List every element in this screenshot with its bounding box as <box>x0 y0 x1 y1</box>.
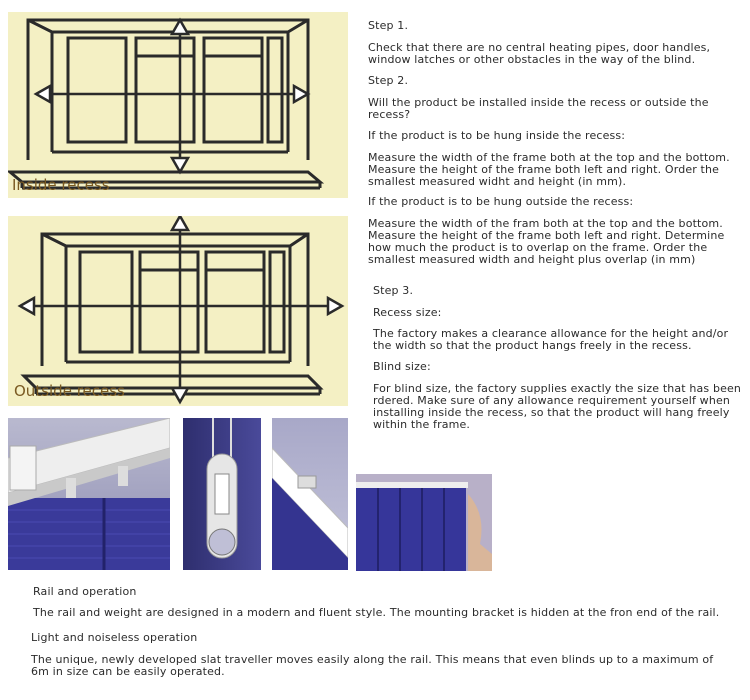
rail-photo <box>8 418 170 570</box>
step2-heading: Step 2. <box>368 74 409 87</box>
step3-heading: Step 3. <box>373 284 414 297</box>
inside-recess-heading: If the product is to be hung inside the recess: <box>368 129 626 142</box>
outside-recess-heading: If the product is to be hung outside the recess: <box>368 195 634 208</box>
blind-installed-photo <box>356 474 492 571</box>
step2-question: Will the product be installed inside the recess or outside the recess? <box>368 96 709 121</box>
outside-recess-diagram <box>8 216 348 406</box>
recess-size-text: The factory makes a clearance allowance for the height and/or the width so that the product hangs freely in the recess. <box>373 327 729 352</box>
noiseless-operation-heading: Light and noiseless operation <box>31 631 198 644</box>
recess-size-heading: Recess size: <box>373 306 442 319</box>
step1-heading: Step 1. <box>368 19 409 32</box>
weight-photo <box>183 418 261 570</box>
rail-operation-heading: Rail and operation <box>33 585 137 598</box>
noiseless-operation-text: The unique, newly developed slat traveller moves easily along the rail. This means that even blinds up to a maximum of 6m in size can be easily operated. <box>31 653 714 678</box>
inside-recess-label: Inside recess <box>12 176 110 194</box>
bracket-photo <box>272 418 348 570</box>
blind-size-heading: Blind size: <box>373 360 431 373</box>
inside-recess-text: Measure the width of the frame both at the top and the bottom. Measure the height of the frame both left and right. Order the smallest measured widht and height (in mm). <box>368 151 730 188</box>
outside-recess-window-drawing <box>8 216 348 406</box>
outside-recess-text: Measure the width of the fram both at the top and the bottom. Measure the height of the frame both left and right. Determine how much the product is to overlap on the frame. Order the smallest measured width and height plus overlap (in mm) <box>368 217 725 266</box>
inside-recess-window-drawing <box>8 12 348 198</box>
inside-recess-diagram <box>8 12 348 198</box>
rail-operation-text: The rail and weight are designed in a modern and fluent style. The mounting bracket is hidden at the fron end of the rail. <box>33 606 720 619</box>
step1-text: Check that there are no central heating pipes, door handles, window latches or other obstacles in the way of the blind. <box>368 41 711 66</box>
outside-recess-label: Outside recess <box>14 382 125 400</box>
blind-size-text: For blind size, the factory supplies exactly the size that has been rdered. Make sure of any allowance requirement yourself when installing inside the recess, so that the product will hang freely within the frame. <box>373 382 742 431</box>
